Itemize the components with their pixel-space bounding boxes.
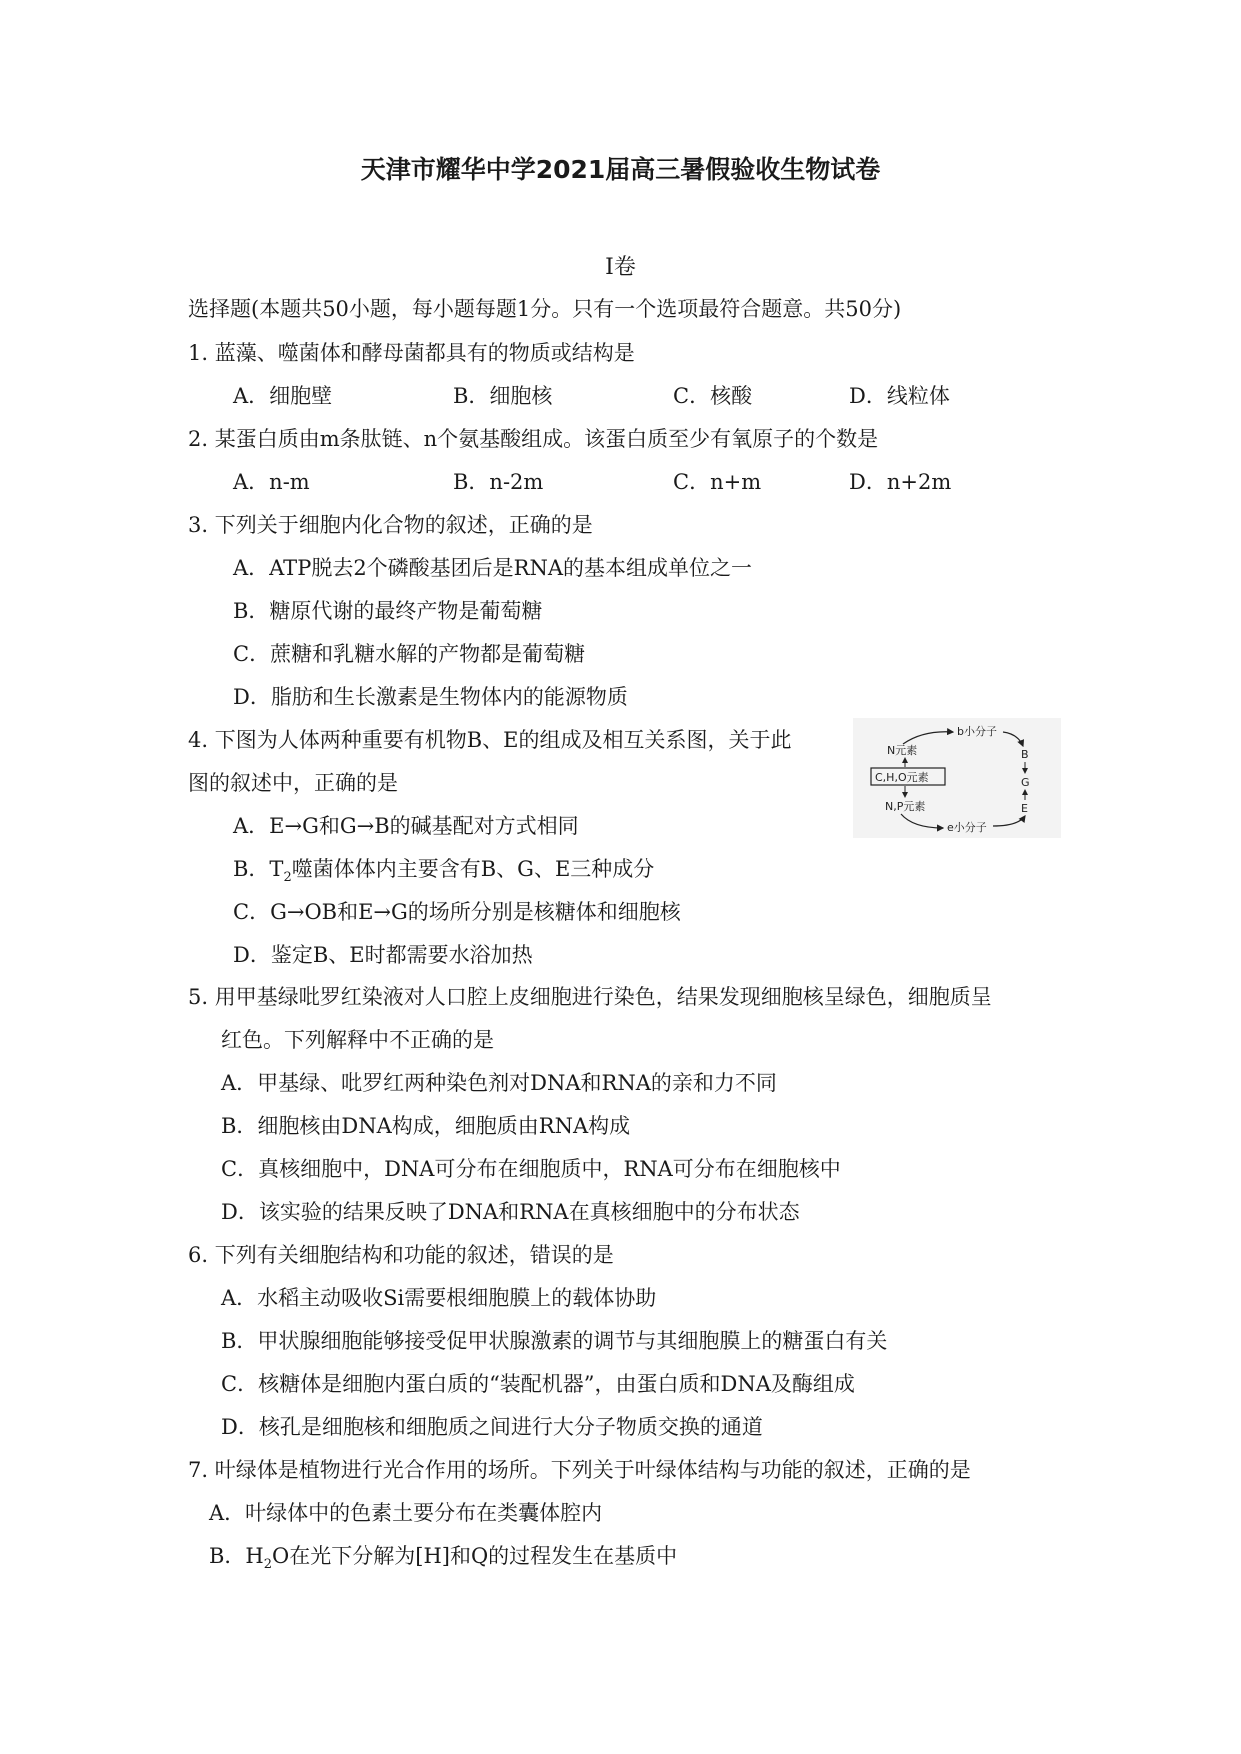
question-4-option-b-prefix: B．T: [233, 857, 284, 881]
question-7-stem: 7. 叶绿体是植物进行光合作用的场所。下列关于叶绿体结构与功能的叙述，正确的是: [188, 1458, 971, 1482]
question-3-stem: 3. 下列关于细胞内化合物的叙述，正确的是: [188, 513, 593, 537]
question-2-option-c: C．n+m: [673, 470, 762, 494]
diagram-e-label: E: [1021, 802, 1028, 815]
question-5-option-b: B．细胞核由DNA构成，细胞质由RNA构成: [221, 1114, 631, 1138]
question-4-option-b: [233, 853, 654, 885]
question-4-option-a: A．E→G和G→B的碱基配对方式相同: [233, 814, 579, 838]
question-6-option-a: A．水稻主动吸收Si需要根细胞膜上的载体协助: [221, 1286, 657, 1310]
question-7-option-b-prefix: B．H: [209, 1544, 264, 1568]
question-4-stem-line-1: 4. 下图为人体两种重要有机物B、E的组成及相互关系图，关于此: [188, 728, 792, 752]
question-2-option-b: B．n-2m: [453, 470, 544, 494]
np-element-label: N,P元素: [885, 800, 926, 813]
question-4-stem-line-2: 图的叙述中，正确的是: [188, 771, 398, 795]
question-1-option-a: A．细胞壁: [233, 384, 333, 408]
question-3-option-a: A．ATP脱去2个磷酸基团后是RNA的基本组成单位之一: [233, 556, 753, 580]
organic-compound-diagram: [853, 718, 1061, 838]
question-4-option-c: C．G→OB和E→G的场所分别是核糖体和细胞核: [233, 900, 681, 924]
question-1-option-b: B．细胞核: [453, 384, 553, 408]
question-3-option-d: D．脂肪和生长激素是生物体内的能源物质: [233, 685, 628, 709]
question-5-option-d: D．该实验的结果反映了DNA和RNA在真核细胞中的分布状态: [221, 1200, 800, 1224]
question-6-option-c: C．核糖体是细胞内蛋白质的“装配机器”，由蛋白质和DNA及酶组成: [221, 1372, 855, 1396]
n-element-label: N元素: [887, 744, 918, 757]
instructions: 选择题(本题共50小题，每小题每题1分。只有一个选项最符合题意。共50分): [188, 297, 902, 321]
diagram-svg: [853, 718, 1061, 838]
question-5-stem-line-2: 红色。下列解释中不正确的是: [221, 1028, 494, 1052]
question-2-option-d: D．n+2m: [849, 470, 952, 494]
question-4-option-d: D．鉴定B、E时都需要水浴加热: [233, 943, 533, 967]
question-1-stem: 1. 蓝藻、噬菌体和酵母菌都具有的物质或结构是: [188, 341, 635, 365]
question-6-option-b: B．甲状腺细胞能够接受促甲状腺激素的调节与其细胞膜上的糖蛋白有关: [221, 1329, 888, 1353]
question-2-stem: 2. 某蛋白质由m条肽链、n个氨基酸组成。该蛋白质至少有氧原子的个数是: [188, 427, 879, 451]
question-3-option-b: B．糖原代谢的最终产物是葡萄糖: [233, 599, 543, 623]
question-3-option-c: C．蔗糖和乳糖水解的产物都是葡萄糖: [233, 642, 586, 666]
question-6-option-d: D．核孔是细胞核和细胞质之间进行大分子物质交换的通道: [221, 1415, 763, 1439]
question-1-option-c: C．核酸: [673, 384, 753, 408]
diagram-b-label: B: [1021, 748, 1029, 761]
subscript: 2: [263, 1557, 273, 1573]
b-small-molecule-label: b小分子: [957, 725, 997, 738]
question-6-stem: 6. 下列有关细胞结构和功能的叙述，错误的是: [188, 1243, 614, 1267]
question-1-option-d: D．线粒体: [849, 384, 950, 408]
question-7-option-b: [209, 1540, 677, 1572]
page-title: 天津市耀华中学2021届高三暑假验收生物试卷: [360, 155, 881, 184]
diagram-g-label: G: [1021, 776, 1030, 789]
question-4-option-b-text: 噬菌体体内主要含有B、G、E三种成分: [291, 857, 655, 881]
cho-label: C,H,O元素: [875, 771, 929, 784]
question-7-option-a: A．叶绿体中的色素土要分布在类囊体腔内: [209, 1501, 603, 1525]
question-2-option-a: A．n-m: [233, 470, 310, 494]
e-small-molecule-label: e小分子: [947, 821, 987, 834]
question-5-option-a: A．甲基绿、吡罗红两种染色剂对DNA和RNA的亲和力不同: [221, 1071, 777, 1095]
question-5-stem-line-1: 5. 用甲基绿吡罗红染液对人口腔上皮细胞进行染色，结果发现细胞核呈绿色，细胞质呈: [188, 985, 992, 1009]
section-heading: I卷: [605, 255, 636, 280]
question-7-option-b-text: O在光下分解为[H]和Q的过程发生在基质中: [272, 1544, 678, 1568]
subscript: 2: [283, 870, 292, 886]
question-5-option-c: C．真核细胞中，DNA可分布在细胞质中，RNA可分布在细胞核中: [221, 1157, 841, 1181]
